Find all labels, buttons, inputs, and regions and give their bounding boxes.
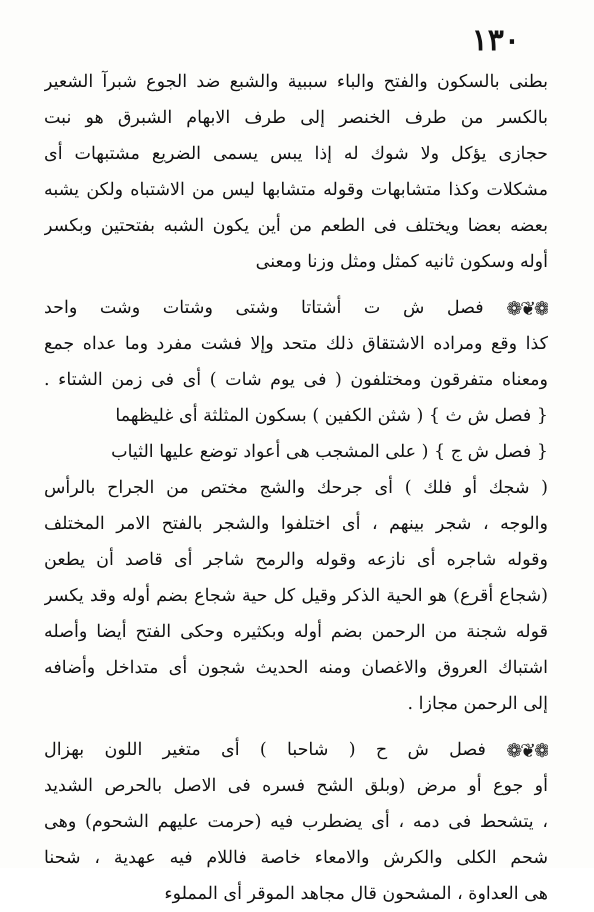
- line-text: ومعناه متفرقون ومختلفون ( فى يوم شات ) أى فى زمن الشتاء .: [44, 370, 548, 390]
- text-line: [44, 136, 548, 172]
- text-line: [44, 686, 548, 722]
- text-line: [44, 578, 548, 614]
- text-line: [44, 398, 548, 434]
- ornament-icon: ❁❦❁: [506, 297, 548, 320]
- line-text: وقوله شاجره أى نازعه وقوله والرمح شاجر أى قاصد أن يطعن: [44, 550, 548, 570]
- line-text: فصل ش ت أشتاتا وشتى وشتات وشت واحد: [44, 298, 484, 318]
- line-text: { فصل ش ج } ( على المشجب هى أعواد توضع عليها الثياب: [111, 442, 548, 462]
- line-text: اشتباك العروق والاغصان ومنه الحديث شجون أى متداخل وأضافه: [44, 658, 548, 678]
- section-heading-line: [44, 732, 548, 768]
- line-text: ( شجك أو فلك ) أى جرحك والشج مختص من الجراح بالرأس: [44, 478, 548, 498]
- section-gap: [44, 280, 548, 290]
- text-line: [44, 362, 548, 398]
- line-text: أو جوع أو مرض (وبلق الشح فسره فى الاصل بالحرص الشديد: [44, 776, 548, 796]
- line-text: بعضه بعضا ويختلف فى الطعم من أين يكون الشبه بفتحتين وبكسر: [44, 216, 548, 236]
- line-text: كذا وقع ومراده الاشتقاق ذلك متحد وإلا فشت مفرد وما عداه جمع: [44, 334, 548, 354]
- line-text: هى العداوة ، المشحون قال مجاهد الموقر أى المملوء: [164, 884, 548, 904]
- text-line: [44, 542, 548, 578]
- line-text: إلى الرحمن مجازا .: [407, 694, 548, 714]
- text-line: [44, 326, 548, 362]
- line-text: أوله وسكون ثانيه كمثل ومثل وزنا ومعنى: [255, 252, 548, 272]
- line-text: مشكلات وكذا متشابهات وقوله متشابها ليس من الاشتباه ولكن يشبه: [44, 180, 548, 200]
- text-line: [44, 172, 548, 208]
- ornament-icon: ❁❦❁: [506, 739, 548, 762]
- text-line: [44, 470, 548, 506]
- text-line: [44, 650, 548, 686]
- line-text: { فصل ش ث } ( شثن الكفين ) بسكون المثلثة أى غليظهما: [115, 406, 548, 426]
- text-line: [44, 768, 548, 804]
- section-heading-line: [44, 290, 548, 326]
- text-line: [44, 804, 548, 840]
- line-text: حجازى يؤكل ولا شوك له إذا يبس يسمى الضريع مشتبهات أى: [44, 144, 548, 164]
- text-line: [44, 434, 548, 470]
- text-line: [44, 840, 548, 876]
- line-text: ، يتشحط فى دمه ، أى يضطرب فيه (حرمت عليهم الشحوم) وهى: [44, 812, 548, 832]
- text-line: [44, 876, 548, 912]
- line-text: بطنى بالسكون والفتح والباء سببية والشبع ضد الجوع شبرآ الشعير: [44, 72, 548, 92]
- line-text: شحم الكلى والكرش والامعاء خاصة فاللام فيه عهدية ، شحنا: [44, 848, 548, 868]
- text-line: [44, 64, 548, 100]
- text-line: [44, 506, 548, 542]
- text-line: [44, 208, 548, 244]
- body-text: [44, 64, 548, 912]
- section-gap: [44, 722, 548, 732]
- line-text: (شجاع أقرع) هو الحية الذكر وقيل كل حية شجاع بضم أوله وقد يكسر: [44, 586, 548, 606]
- line-text: والوجه ، شجر بينهم ، أى اختلفوا والشجر بالفتح الامر المختلف: [44, 514, 548, 534]
- line-text: بالكسر من طرف الخنصر إلى طرف الابهام الشبرق هو نبت: [44, 108, 548, 128]
- line-text: قوله شجنة من الرحمن بضم أوله وبكثيره وحكى الفتح أيضا وأصله: [44, 622, 548, 642]
- text-line: [44, 244, 548, 280]
- page-number: ١٣٠: [471, 23, 520, 58]
- text-line: [44, 614, 548, 650]
- line-text: فصل ش ح ( شاحبا ) أى متغير اللون بهزال: [44, 740, 486, 760]
- text-line: [44, 100, 548, 136]
